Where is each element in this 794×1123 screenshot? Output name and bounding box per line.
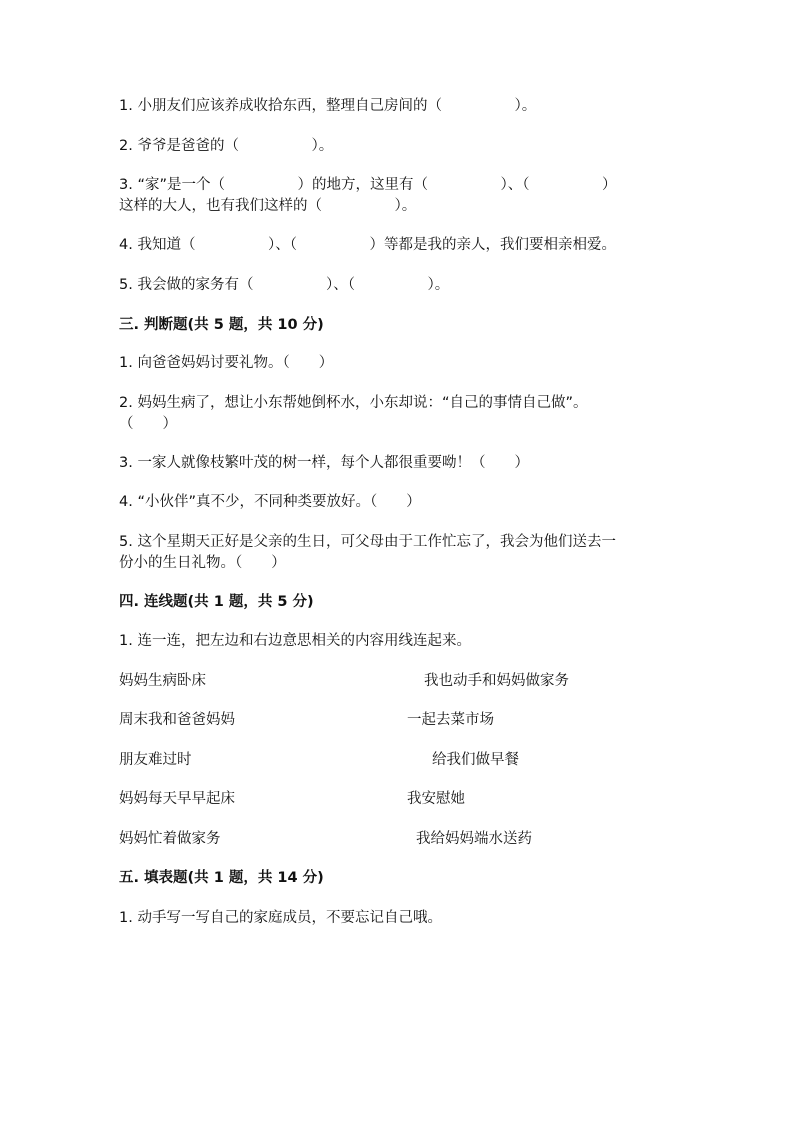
match-section-heading: 四. 连线题(共 1 题，共 5 分) bbox=[119, 594, 314, 610]
table-section-heading: 五. 填表题(共 1 题，共 14 分) bbox=[119, 870, 324, 886]
judge-question-2-line-1: 2. 妈妈生病了，想让小东帮她倒杯水，小东却说：“自己的事情自己做”。 bbox=[119, 395, 588, 411]
fill-question-3-line-1: 3. “家”是一个（ ）的地方，这里有（ ）、（ ） bbox=[119, 177, 617, 193]
fill-question-3-line-2: 这样的大人，也有我们这样的（ ）。 bbox=[119, 198, 417, 214]
match-left-item: 妈妈每天早早起床 bbox=[119, 791, 235, 807]
judge-section-heading: 三. 判断题(共 5 题，共 10 分) bbox=[119, 317, 324, 333]
judge-question-5-line-2: 份小的生日礼物。（ ） bbox=[119, 555, 286, 571]
judge-question-1: 1. 向爸爸妈妈讨要礼物。（ ） bbox=[119, 355, 334, 371]
match-left-item: 妈妈忙着做家务 bbox=[119, 831, 221, 847]
match-right-item: 一起去菜市场 bbox=[407, 712, 494, 728]
match-left-item: 妈妈生病卧床 bbox=[119, 673, 206, 689]
judge-question-2-line-2: （ ） bbox=[119, 416, 177, 432]
match-right-item: 我给妈妈端水送药 bbox=[416, 831, 532, 847]
match-left-item: 朋友难过时 bbox=[119, 752, 192, 768]
fill-question-5: 5. 我会做的家务有（ ）、（ ）。 bbox=[119, 277, 450, 293]
judge-question-3: 3. 一家人就像枝繁叶茂的树一样，每个人都很重要呦！（ ） bbox=[119, 455, 529, 471]
table-instruction: 1. 动手写一写自己的家庭成员，不要忘记自己哦。 bbox=[119, 910, 442, 926]
judge-question-4: 4. “小伙伴”真不少，不同种类要放好。（ ） bbox=[119, 494, 421, 510]
match-instruction: 1. 连一连，把左边和右边意思相关的内容用线连起来。 bbox=[119, 633, 471, 649]
match-right-item: 我也动手和妈妈做家务 bbox=[424, 673, 569, 689]
match-right-item: 我安慰她 bbox=[407, 791, 465, 807]
match-right-item: 给我们做早餐 bbox=[432, 752, 519, 768]
fill-question-4: 4. 我知道（ ）、（ ）等都是我的亲人，我们要相亲相爱。 bbox=[119, 237, 616, 253]
fill-question-2: 2. 爷爷是爸爸的（ ）。 bbox=[119, 138, 334, 154]
judge-question-5-line-1: 5. 这个星期天正好是父亲的生日，可父母由于工作忙忘了，我会为他们送去一 bbox=[119, 534, 616, 550]
match-left-item: 周末我和爸爸妈妈 bbox=[119, 712, 235, 728]
fill-question-1: 1. 小朋友们应该养成收拾东西，整理自己房间的（ ）。 bbox=[119, 98, 537, 114]
